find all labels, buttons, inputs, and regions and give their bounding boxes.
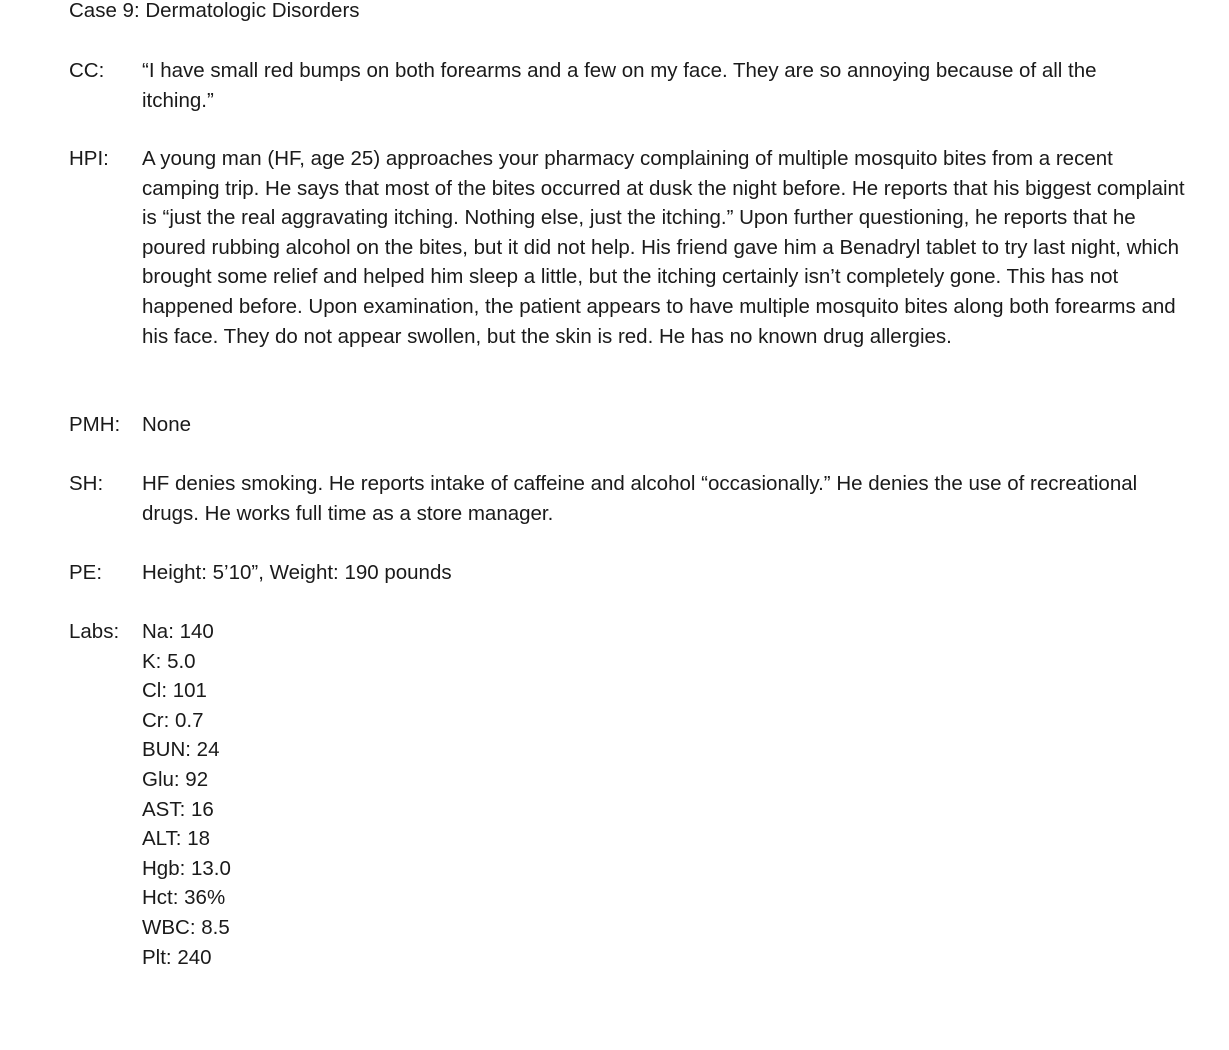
- pe-label: PE:: [69, 561, 103, 584]
- cc-label: CC:: [69, 59, 105, 82]
- labs-list: [142, 617, 1172, 972]
- lab-value: Plt: 240: [142, 945, 212, 969]
- case-title: Case 9: Dermatologic Disorders: [69, 0, 360, 22]
- pmh-text: None: [142, 413, 192, 436]
- labs-label: Labs:: [69, 620, 120, 643]
- cc-text: “I have small red bumps on both forearms and a few on my face. They are so annoying because of all the itching.”: [142, 59, 1097, 112]
- sh-text: HF denies smoking. He reports intake of caffeine and alcohol “occasionally.” He denies the use of recreational drugs. He works full time as a store manager.: [142, 472, 1138, 525]
- pmh-label: PMH:: [69, 413, 121, 436]
- lab-value: ALT: 18: [142, 827, 210, 851]
- lab-value: Hct: 36%: [142, 886, 226, 910]
- hpi-text: A young man (HF, age 25) approaches your pharmacy complaining of multiple mosquito bites from a recent camping trip. He says that most of the bites occurred at dusk the night before. He reports that his biggest complaint is “just the real aggravating itching. Nothing else, just the itching.” Upon further questioning, he reports that he poured rubbing alcohol on the bites, but it did not help. His friend gave him a Benadryl tablet to try last night, which brought some relief and helped him sleep a little, but the itching certainly isn’t completely gone. This has not happened before. Upon examination, the patient appears to have multiple mosquito bites along both forearms and his face. They do not appear swollen, but the skin is red. He has no known drug allergies.: [142, 147, 1185, 348]
- lab-value: WBC: 8.5: [142, 915, 230, 939]
- lab-value: K: 5.0: [142, 649, 196, 673]
- lab-value: AST: 16: [142, 797, 214, 821]
- lab-value: Cl: 101: [142, 679, 207, 703]
- lab-value: Hgb: 13.0: [142, 856, 231, 880]
- hpi-label: HPI:: [69, 147, 109, 170]
- lab-value: Na: 140: [142, 620, 214, 643]
- lab-value: Glu: 92: [142, 767, 209, 791]
- lab-value: Cr: 0.7: [142, 708, 204, 732]
- sh-label: SH:: [69, 472, 104, 495]
- lab-value: BUN: 24: [142, 738, 220, 762]
- pe-text: Height: 5’10”, Weight: 190 pounds: [142, 561, 452, 584]
